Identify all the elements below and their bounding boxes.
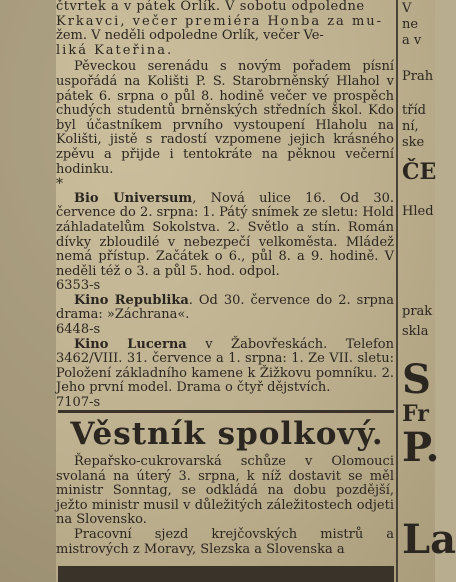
section-heading: Věstník spolkový. bbox=[70, 416, 384, 452]
adjacent-text-2: ne bbox=[402, 17, 419, 32]
left-margin-strip bbox=[0, 0, 56, 582]
theatre-line-1: čtvrtek a v pátek Orlík. V sobotu odpoledne bbox=[56, 0, 365, 14]
adjacent-text-13: Fr bbox=[402, 401, 429, 427]
adjacent-text-5: tříd bbox=[402, 103, 426, 118]
adjacent-text-9: Hled bbox=[402, 204, 434, 219]
adjacent-text-1: V bbox=[402, 1, 412, 16]
bio-universum-name: Bio Universum bbox=[74, 190, 193, 206]
adjacent-text-15: La bbox=[402, 516, 456, 563]
section-rule bbox=[58, 410, 394, 413]
kino-republika-text: . Od 30. července do 2. srpna drama: »Záchrana«. bbox=[56, 292, 394, 323]
adjacent-text-8: ČE bbox=[402, 159, 437, 185]
adjacent-text-12: S bbox=[402, 356, 431, 403]
reparska-notice: Řepařsko-cukrovarská schůze v Olomouci svolaná na úterý 3. srpna, k níž dostavit se měl ministr Sonntag, se odkládá na dobu pozdější, ježto ministr musil v důležitých záležitostech odjeti na Slovensko. bbox=[56, 454, 394, 528]
adjacent-text-3: a v bbox=[402, 33, 422, 48]
article-column bbox=[56, 0, 394, 411]
adjacent-column bbox=[398, 0, 456, 582]
bio-universum-text: , Nová ulice 16. Od 30. července do 2. srpna: 1. Pátý snímek ze sletu: Hold záhladatelům Sokolstva. 2. Světlo a stín. Román dívky zbloudilé v nebezpečí velkoměsta. Mládež nemá přístup. Začátek o 6., půl 8. a 9. hodině. V neděli též o 3. a půl 5. hod. odpol. bbox=[56, 190, 394, 279]
kino-republika-listing bbox=[56, 294, 394, 323]
adjacent-text-14: P. bbox=[402, 424, 440, 471]
theatre-line-3: žem. V neděli odpoledne Orlík, večer Ve- bbox=[56, 28, 324, 44]
theatre-line-2: Krkavci, večer premiéra Honba za mu- bbox=[56, 13, 384, 29]
adjacent-text-7: ske bbox=[402, 135, 425, 150]
bio-universum-code: 6353-s bbox=[56, 278, 101, 294]
bottom-advert-bar bbox=[58, 566, 394, 582]
association-news-column bbox=[56, 455, 394, 557]
theatre-line-4: liká Kateřina. bbox=[56, 42, 174, 58]
adjacent-text-10: prak bbox=[402, 304, 433, 319]
serenade-notice: Pěveckou serenádu s novým pořadem písní uspořádá na Kolišti P. S. Starobrněnský Hlahol v pátek 6. srpna o půl 8. hodině večer ve prospěch chudých studentů brněnských středních škol. Kdo byl účastníkem prvního vystoupení Hlaholu na Kolišti, jistě s radostí vzpomene jejich krásného zpěvu a přijde i tentokráte na pěknou večerní hodinku. bbox=[56, 59, 394, 177]
separator-star: * bbox=[56, 176, 63, 193]
kino-lucerna-text: v Žabovřeskách. Telefon 3462/VIII. 31. července a 1. srpna: 1. Ze VII. sletu: Položení základního kamene k Žižkovu pomníku. 2. Jeho první model. Drama o čtyř dějstvích. bbox=[56, 336, 394, 396]
kino-lucerna-name: Kino Lucerna bbox=[74, 336, 187, 352]
kino-republika-name: Kino Republika bbox=[74, 292, 189, 308]
sjezd-notice: Pracovní sjezd krejčovských mistrů a mistrových z Moravy, Slezska a Slovenska a bbox=[56, 526, 394, 557]
adjacent-text-4: Prah bbox=[402, 69, 434, 84]
adjacent-text-6: ní, bbox=[402, 119, 419, 134]
adjacent-text-11: skla bbox=[402, 324, 429, 339]
kino-lucerna-listing bbox=[56, 338, 394, 396]
kino-republika-code: 6448-s bbox=[56, 322, 101, 338]
bio-universum-listing bbox=[56, 192, 394, 280]
kino-lucerna-code: 7107-s bbox=[56, 395, 101, 411]
